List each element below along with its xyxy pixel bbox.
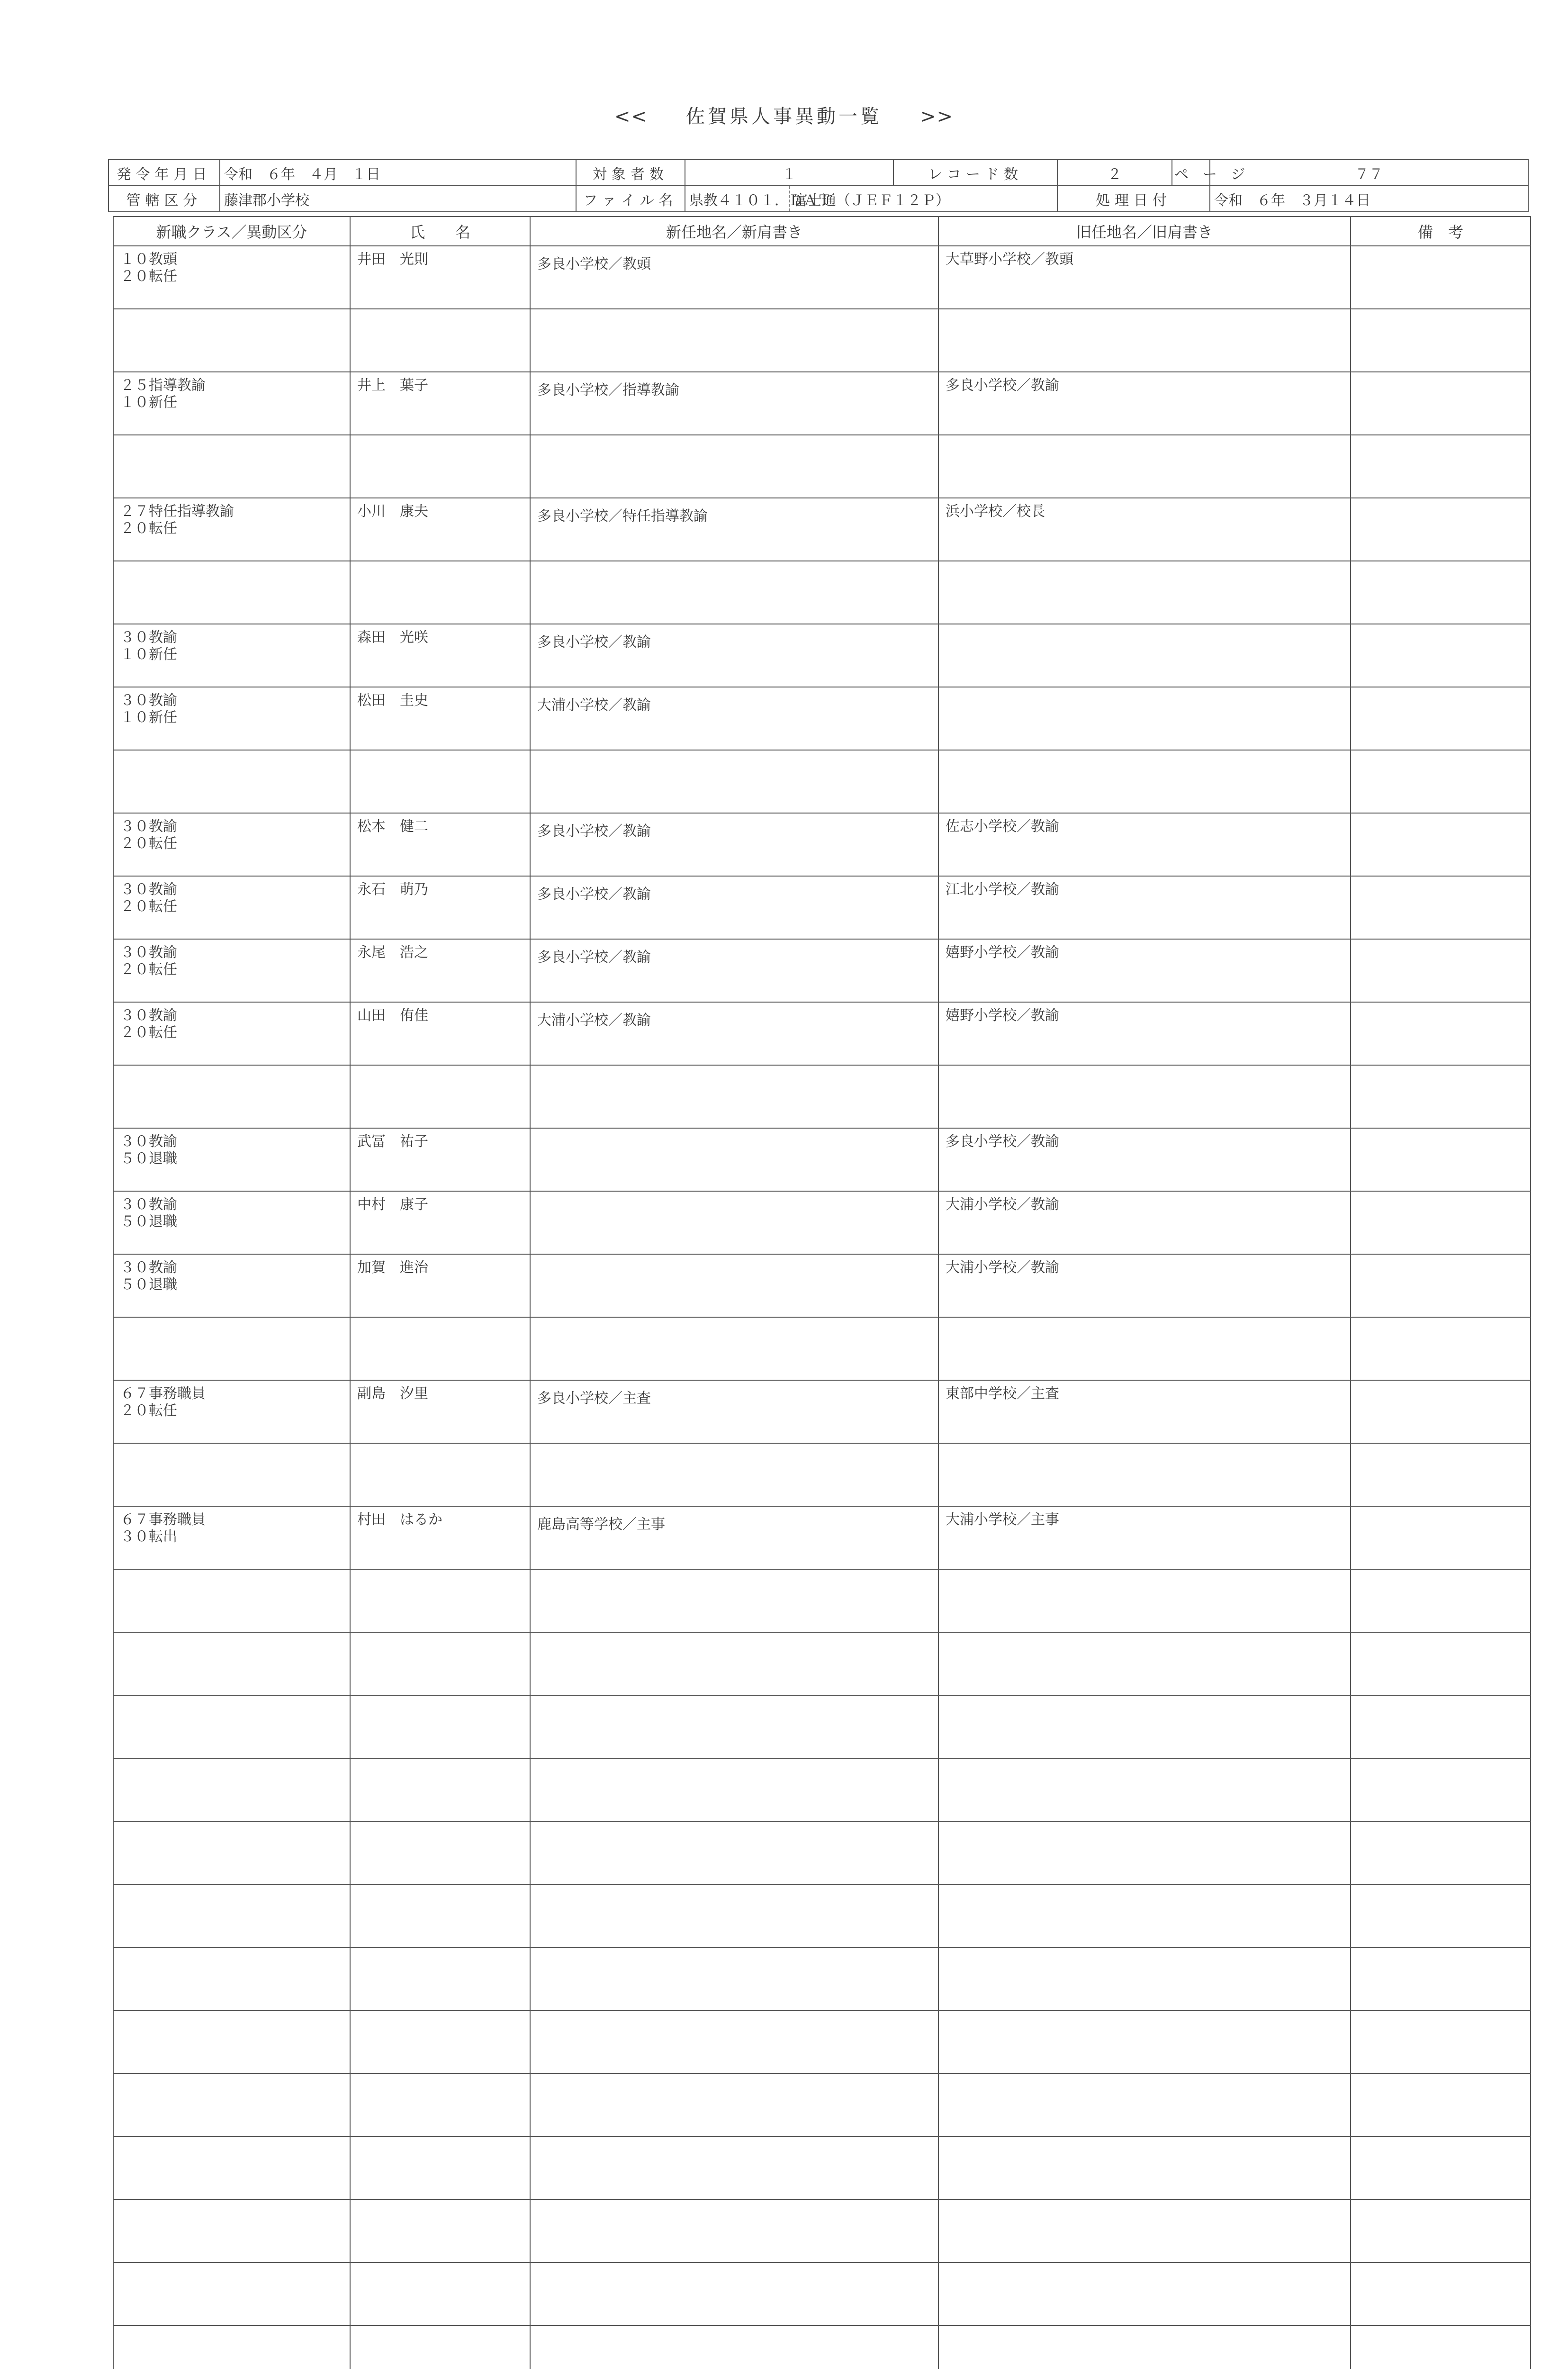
class-cell (113, 1443, 350, 1506)
class-cell (113, 1254, 350, 1317)
new-post: 多良小学校／主査 (530, 1380, 938, 1443)
remarks (1351, 1506, 1531, 1569)
position-class: ２７特任指導教諭 (120, 503, 234, 520)
transfer-type: ２０転任 (120, 961, 177, 978)
remarks (1351, 876, 1531, 939)
class-cell (113, 2073, 350, 2136)
old-post: 多良小学校／教諭 (938, 1128, 1351, 1191)
table-row (113, 1506, 1531, 1569)
remarks (1351, 309, 1531, 372)
table-row (113, 1380, 1531, 1443)
file-name-value: 県教４１０１．ＤＡＴ (685, 186, 789, 212)
person-name (350, 1947, 530, 2010)
person-name: 永尾 浩之 (350, 939, 530, 1002)
remarks (1351, 1191, 1531, 1254)
process-date-label: 処理日付 (1057, 186, 1210, 212)
class-cell (113, 2262, 350, 2325)
remarks (1351, 1002, 1531, 1065)
remarks (1351, 1632, 1531, 1695)
new-post (530, 1884, 938, 1947)
old-post: 嬉野小学校／教諭 (938, 1002, 1351, 1065)
class-cell (113, 2325, 350, 2369)
old-post (938, 1632, 1351, 1695)
class-cell (113, 1947, 350, 2010)
title-text: 佐賀県人事異動一覧 (686, 106, 882, 127)
remarks (1351, 1065, 1531, 1128)
class-cell (113, 1758, 350, 1821)
new-post: 多良小学校／教諭 (530, 876, 938, 939)
remarks (1351, 750, 1531, 813)
old-post (938, 2010, 1351, 2073)
old-post (938, 1758, 1351, 1821)
person-name (350, 2010, 530, 2073)
remarks (1351, 2010, 1531, 2073)
person-name: 武冨 祐子 (350, 1128, 530, 1191)
old-post (938, 2136, 1351, 2199)
old-post (938, 1317, 1351, 1380)
position-class: ３０教諭 (120, 629, 177, 646)
remarks (1351, 1128, 1531, 1191)
transfer-type: １０新任 (120, 709, 177, 726)
position-class: ３０教諭 (120, 1196, 177, 1213)
table-row (113, 1191, 1531, 1254)
class-cell (113, 624, 350, 687)
old-post (938, 2325, 1351, 2369)
new-post (530, 1191, 938, 1254)
position-class: ３０教諭 (120, 818, 177, 835)
table-row (113, 498, 1531, 561)
new-post (530, 1632, 938, 1695)
class-cell (113, 1380, 350, 1443)
position-class: １０教頭 (120, 251, 177, 268)
remarks (1351, 687, 1531, 750)
remarks (1351, 2136, 1531, 2199)
old-post (938, 435, 1351, 498)
old-post: 大浦小学校／教諭 (938, 1191, 1351, 1254)
old-post (938, 1065, 1351, 1128)
class-cell (113, 498, 350, 561)
remarks (1351, 1758, 1531, 1821)
table-row (113, 2262, 1531, 2325)
record-count-value: ２ (1057, 160, 1172, 186)
class-cell (113, 1317, 350, 1380)
old-post (938, 2262, 1351, 2325)
table-row (113, 1695, 1531, 1758)
old-post: 嬉野小学校／教諭 (938, 939, 1351, 1002)
new-post: 多良小学校／教諭 (530, 813, 938, 876)
remarks (1351, 2325, 1531, 2369)
table-row (113, 1821, 1531, 1884)
old-post (938, 309, 1351, 372)
new-post (530, 2199, 938, 2262)
old-post: 佐志小学校／教諭 (938, 813, 1351, 876)
person-name (350, 1821, 530, 1884)
class-cell (113, 435, 350, 498)
class-cell (113, 876, 350, 939)
position-class: ２５指導教諭 (120, 377, 206, 394)
person-name (350, 1065, 530, 1128)
header-info-table (108, 159, 1529, 212)
table-row (113, 246, 1531, 309)
remarks (1351, 372, 1531, 435)
table-header-row (113, 217, 1531, 246)
person-name: 副島 汐里 (350, 1380, 530, 1443)
table-row (113, 1128, 1531, 1191)
person-name: 村田 はるか (350, 1506, 530, 1569)
person-name: 永石 萌乃 (350, 876, 530, 939)
class-cell (113, 1506, 350, 1569)
transfer-list-table (113, 216, 1531, 2369)
transfer-type: ３０転出 (120, 1528, 177, 1545)
new-post (530, 1695, 938, 1758)
table-row (113, 1758, 1531, 1821)
class-cell (113, 687, 350, 750)
table-row (113, 435, 1531, 498)
table-row (113, 939, 1531, 1002)
file-name-label: ファイル名 (576, 186, 685, 212)
page-value: ７７ (1210, 160, 1528, 186)
old-post (938, 561, 1351, 624)
remarks (1351, 1947, 1531, 2010)
new-post (530, 750, 938, 813)
class-cell (113, 1191, 350, 1254)
person-name (350, 2199, 530, 2262)
class-cell (113, 1632, 350, 1695)
old-post (938, 687, 1351, 750)
position-class: ３０教諭 (120, 1007, 177, 1024)
target-count-value: １ (685, 160, 893, 186)
remarks (1351, 2199, 1531, 2262)
new-post (530, 2073, 938, 2136)
remarks (1351, 1443, 1531, 1506)
person-name (350, 750, 530, 813)
class-cell (113, 1002, 350, 1065)
new-post: 多良小学校／教諭 (530, 939, 938, 1002)
new-post: 大浦小学校／教諭 (530, 1002, 938, 1065)
person-name (350, 2325, 530, 2369)
process-date-value: 令和 ６年 ３月１４日 (1210, 186, 1528, 212)
jurisdiction-value: 藤津郡小学校 (220, 186, 576, 212)
class-cell (113, 813, 350, 876)
remarks (1351, 246, 1531, 309)
position-class: ３０教諭 (120, 1133, 177, 1150)
new-post (530, 1128, 938, 1191)
person-name (350, 435, 530, 498)
new-post: 多良小学校／教頭 (530, 246, 938, 309)
new-post (530, 2136, 938, 2199)
table-row (113, 813, 1531, 876)
old-post (938, 2199, 1351, 2262)
position-class: ３０教諭 (120, 944, 177, 961)
new-post (530, 1065, 938, 1128)
person-name (350, 309, 530, 372)
new-post (530, 561, 938, 624)
table-row (113, 1254, 1531, 1317)
person-name (350, 2262, 530, 2325)
person-name (350, 1884, 530, 1947)
table-body (113, 246, 1531, 2369)
person-name (350, 1695, 530, 1758)
old-post (938, 624, 1351, 687)
class-cell (113, 309, 350, 372)
printer-value: 富士通（ＪＥＦ１２Ｐ） (789, 186, 1057, 212)
class-cell (113, 1569, 350, 1632)
record-count-label: レコード数 (893, 160, 1057, 186)
old-post: 多良小学校／教諭 (938, 372, 1351, 435)
table-row (113, 1317, 1531, 1380)
new-post: 多良小学校／教諭 (530, 624, 938, 687)
table-row (113, 2010, 1531, 2073)
new-post (530, 2325, 938, 2369)
col-header-old-post: 旧任地名／旧肩書き (938, 217, 1351, 246)
new-post (530, 1254, 938, 1317)
table-row (113, 372, 1531, 435)
class-cell (113, 1695, 350, 1758)
remarks (1351, 1254, 1531, 1317)
remarks (1351, 1884, 1531, 1947)
class-cell (113, 561, 350, 624)
issue-date-value: 令和 ６年 ４月 １日 (220, 160, 576, 186)
old-post: 浜小学校／校長 (938, 498, 1351, 561)
title-right-bracket: >> (920, 106, 954, 127)
table-row (113, 1443, 1531, 1506)
person-name: 加賀 進治 (350, 1254, 530, 1317)
old-post (938, 1947, 1351, 2010)
remarks (1351, 1821, 1531, 1884)
position-class: ６７事務職員 (120, 1511, 206, 1528)
remarks (1351, 1380, 1531, 1443)
person-name: 松田 圭史 (350, 687, 530, 750)
class-cell (113, 1884, 350, 1947)
transfer-type: １０新任 (120, 394, 177, 411)
page-label: ページ (1172, 160, 1210, 186)
new-post: 鹿島高等学校／主事 (530, 1506, 938, 1569)
jurisdiction-label: 管轄区分 (108, 186, 220, 212)
table-row (113, 687, 1531, 750)
person-name: 松本 健二 (350, 813, 530, 876)
new-post: 多良小学校／特任指導教諭 (530, 498, 938, 561)
class-cell (113, 2010, 350, 2073)
class-cell (113, 1128, 350, 1191)
new-post (530, 435, 938, 498)
new-post: 多良小学校／指導教諭 (530, 372, 938, 435)
new-post: 大浦小学校／教諭 (530, 687, 938, 750)
person-name: 小川 康夫 (350, 498, 530, 561)
remarks (1351, 435, 1531, 498)
table-row (113, 2199, 1531, 2262)
new-post (530, 2262, 938, 2325)
table-row (113, 2325, 1531, 2369)
table-row (113, 561, 1531, 624)
remarks (1351, 813, 1531, 876)
class-cell (113, 246, 350, 309)
transfer-type: ２０転任 (120, 898, 177, 915)
table-row (113, 309, 1531, 372)
transfer-type: ５０退職 (120, 1213, 177, 1230)
person-name: 井田 光則 (350, 246, 530, 309)
class-cell (113, 2199, 350, 2262)
new-post (530, 1443, 938, 1506)
header-row-2 (108, 186, 1528, 212)
person-name: 中村 康子 (350, 1191, 530, 1254)
class-cell (113, 1821, 350, 1884)
old-post: 大浦小学校／主事 (938, 1506, 1351, 1569)
new-post (530, 1821, 938, 1884)
table-row (113, 624, 1531, 687)
person-name (350, 2136, 530, 2199)
transfer-type: ５０退職 (120, 1276, 177, 1293)
old-post (938, 750, 1351, 813)
person-name (350, 1758, 530, 1821)
remarks (1351, 1695, 1531, 1758)
position-class: ３０教諭 (120, 1259, 177, 1276)
remarks (1351, 939, 1531, 1002)
table-row (113, 1569, 1531, 1632)
remarks (1351, 2262, 1531, 2325)
transfer-type: ５０退職 (120, 1150, 177, 1167)
remarks (1351, 498, 1531, 561)
position-class: ３０教諭 (120, 881, 177, 898)
old-post: 東部中学校／主査 (938, 1380, 1351, 1443)
col-header-name: 氏 名 (350, 217, 530, 246)
old-post (938, 1821, 1351, 1884)
table-row (113, 1002, 1531, 1065)
table-row (113, 2073, 1531, 2136)
remarks (1351, 1569, 1531, 1632)
new-post (530, 2010, 938, 2073)
header-row-1 (108, 160, 1528, 186)
position-class: ３０教諭 (120, 692, 177, 709)
table-row (113, 1632, 1531, 1695)
class-cell (113, 939, 350, 1002)
col-header-class: 新職クラス／異動区分 (113, 217, 350, 246)
issue-date-label: 発令年月日 (108, 160, 220, 186)
table-row (113, 1884, 1531, 1947)
old-post (938, 1884, 1351, 1947)
table-row (113, 1065, 1531, 1128)
person-name: 森田 光咲 (350, 624, 530, 687)
transfer-type: １０新任 (120, 646, 177, 663)
table-row (113, 1947, 1531, 2010)
old-post (938, 1695, 1351, 1758)
target-count-label: 対象者数 (576, 160, 685, 186)
table-row (113, 2136, 1531, 2199)
class-cell (113, 750, 350, 813)
person-name (350, 1443, 530, 1506)
person-name (350, 1632, 530, 1695)
transfer-type: ２０転任 (120, 1402, 177, 1419)
person-name: 山田 侑佳 (350, 1002, 530, 1065)
old-post: 大草野小学校／教頭 (938, 246, 1351, 309)
class-cell (113, 1065, 350, 1128)
person-name (350, 1569, 530, 1632)
old-post (938, 1569, 1351, 1632)
new-post (530, 1758, 938, 1821)
remarks (1351, 561, 1531, 624)
new-post (530, 1569, 938, 1632)
transfer-type: ２０転任 (120, 1024, 177, 1041)
remarks (1351, 2073, 1531, 2136)
remarks (1351, 1317, 1531, 1380)
transfer-type: ２０転任 (120, 520, 177, 537)
transfer-type: ２０転任 (120, 268, 177, 285)
person-name (350, 1317, 530, 1380)
title-left-bracket: << (614, 106, 648, 127)
new-post (530, 1317, 938, 1380)
table-row (113, 876, 1531, 939)
transfer-type: ２０転任 (120, 835, 177, 852)
page-title (0, 101, 1568, 128)
person-name: 井上 葉子 (350, 372, 530, 435)
class-cell (113, 2136, 350, 2199)
col-header-new-post: 新任地名／新肩書き (530, 217, 938, 246)
table-row (113, 750, 1531, 813)
old-post: 江北小学校／教諭 (938, 876, 1351, 939)
new-post (530, 1947, 938, 2010)
new-post (530, 309, 938, 372)
class-cell (113, 372, 350, 435)
old-post (938, 2073, 1351, 2136)
person-name (350, 2073, 530, 2136)
old-post: 大浦小学校／教諭 (938, 1254, 1351, 1317)
person-name (350, 561, 530, 624)
remarks (1351, 624, 1531, 687)
col-header-remarks: 備 考 (1351, 217, 1531, 246)
position-class: ６７事務職員 (120, 1385, 206, 1402)
old-post (938, 1443, 1351, 1506)
